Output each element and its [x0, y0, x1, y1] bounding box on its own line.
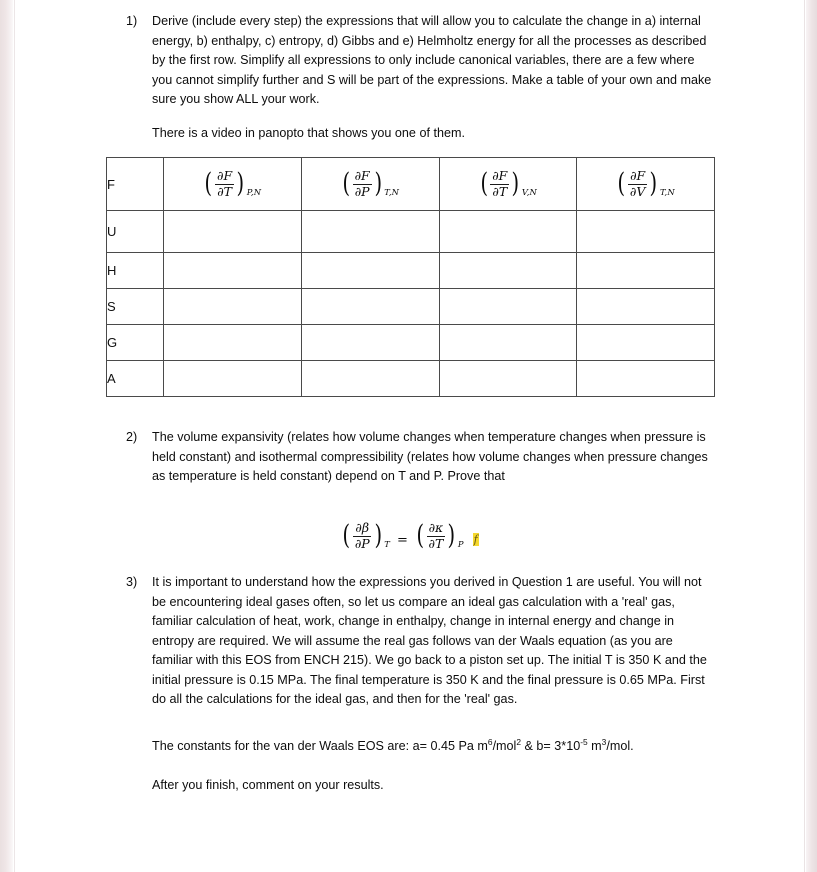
fraction-denominator: ∂T [428, 535, 444, 551]
fraction-numerator: ∂F [492, 168, 508, 183]
answer-cell-G-3[interactable] [439, 325, 577, 361]
question-1-number: 1) [126, 14, 138, 28]
row-label-A: A [107, 361, 164, 397]
subscript: P [457, 538, 464, 549]
table-row-F [107, 158, 715, 211]
van-der-waals-constants-line [152, 737, 732, 757]
table-row-H [107, 253, 715, 289]
answer-cell-S-2[interactable] [301, 289, 439, 325]
row-label-G: G [107, 325, 164, 361]
left-paren: ( [342, 519, 351, 551]
question-2 [126, 428, 714, 487]
fraction-denominator: ∂P [354, 535, 370, 551]
fraction-denominator: ∂P [354, 183, 370, 199]
answer-cell-A-2[interactable] [301, 361, 439, 397]
answer-cell-U-2[interactable] [301, 211, 439, 253]
answer-cell-U-1[interactable] [164, 211, 302, 253]
equation-maxwell-relation [106, 519, 714, 551]
constants-b-exponent: -5 [580, 736, 588, 747]
fraction [214, 170, 235, 198]
constants-a-mol-exponent: 2 [516, 736, 522, 747]
row-label-S: S [107, 289, 164, 325]
left-paren: ( [204, 167, 213, 199]
answer-cell-S-4[interactable] [577, 289, 715, 325]
right-paren: ) [447, 519, 456, 551]
left-paren: ( [342, 167, 351, 199]
question-2-number: 2) [126, 430, 138, 444]
fraction-numerator: ∂F [630, 168, 646, 183]
partial-derivative-kappa-T-P [415, 519, 464, 551]
fraction-denominator: ∂V [629, 183, 646, 199]
partial-derivative-F-V-TN [616, 167, 675, 199]
question-1 [126, 12, 714, 110]
table-row-A [107, 361, 715, 397]
constants-mid: /mol [492, 739, 517, 753]
partial-derivative-beta-P-T [341, 519, 391, 551]
constants-a-volume-exponent: 6 [487, 736, 493, 747]
partial-derivative-F-T-PN [203, 167, 262, 199]
fraction-numerator: ∂β [355, 520, 370, 535]
header-expression-2 [301, 158, 439, 211]
row-label-U: U [107, 211, 164, 253]
answer-cell-A-3[interactable] [439, 361, 577, 397]
equals-sign: = [397, 532, 408, 548]
header-expression-1 [164, 158, 302, 211]
fraction [489, 170, 510, 198]
left-paren: ( [617, 167, 626, 199]
answer-cell-H-3[interactable] [439, 253, 577, 289]
answer-cell-A-1[interactable] [164, 361, 302, 397]
table-row-G [107, 325, 715, 361]
question-2-paragraph: The volume expansivity (relates how volume changes when temperature changes when pressure is held constant) and isothermal compressibility (relates how volume changes when pressure changes as temperature is held constant) depend on T and P. Prove that [152, 430, 708, 483]
right-paren: ) [236, 167, 245, 199]
constants-b-volume-exponent: 3 [601, 736, 607, 747]
constants-amp: & b= 3*10 [521, 739, 581, 753]
question-3-text [152, 573, 714, 710]
derivative-table [106, 157, 715, 397]
header-expression-4 [577, 158, 715, 211]
question-2-text [152, 428, 714, 487]
closing-note: After you finish, comment on your results. [152, 778, 384, 792]
subscript: V,N [521, 186, 538, 197]
answer-cell-U-4[interactable] [577, 211, 715, 253]
left-paren: ( [480, 167, 488, 199]
answer-cell-S-3[interactable] [439, 289, 577, 325]
fraction-numerator: ∂F [217, 168, 233, 183]
subscript: T,N [384, 186, 400, 197]
question-3-paragraph: It is important to understand how the expressions you derived in Question 1 are useful. You will not be encountering ideal gases often, so let us compare an ideal gas calculation with a 'real' gas, familiar calculation of heat, work, change in enthalpy, change in internal energy and change in entropy are required. We will assume the real gas follows van der Waals equation (as you are familiar with this EOS from ENCH 215). We go back to a piston set up. The initial T is 350 K and the initial pressure is 0.15 MPa. The final temperature is 350 K and the final pressure is 0.65 MPa. First do all the calculations for the ideal gas, and then for the 'real' gas. [152, 575, 707, 706]
constants-end: /mol. [606, 739, 634, 753]
table-row-S [107, 289, 715, 325]
right-paren: ) [374, 167, 382, 199]
subscript: P,N [246, 186, 262, 197]
right-paren: ) [649, 167, 658, 199]
right-paren: ) [374, 519, 382, 551]
question-3 [126, 573, 714, 710]
fraction [426, 522, 447, 550]
constants-tail: m [587, 739, 602, 753]
row-label-H: H [107, 253, 164, 289]
question-1-text [152, 12, 714, 110]
partial-derivative-F-P-TN [341, 167, 400, 199]
fraction [352, 170, 373, 198]
question-1-paragraph: Derive (include every step) the expressions that will allow you to calculate the change in a) internal energy, b) enthalpy, c) entropy, d) Gibbs and e) Helmholtz energy for all the processes as described by the first row. Simplify all expressions to only include canonical variables, there are a few where you cannot simplify further and S will be part of the expressions. Make a table of your own and make sure you show ALL your work. [152, 14, 712, 106]
answer-cell-S-1[interactable] [164, 289, 302, 325]
fraction-denominator: ∂T [217, 183, 232, 199]
right-paren: ) [511, 167, 520, 199]
highlight-artifact: f [473, 532, 478, 546]
answer-cell-G-1[interactable] [164, 325, 302, 361]
subscript: T,N [659, 186, 675, 197]
fraction-numerator: ∂κ [428, 520, 444, 535]
answer-cell-G-4[interactable] [577, 325, 715, 361]
question-3-number: 3) [126, 575, 138, 589]
fraction-numerator: ∂F [354, 168, 370, 183]
partial-derivative-F-T-VN [479, 167, 538, 199]
answer-cell-H-1[interactable] [164, 253, 302, 289]
subscript: T [384, 538, 391, 549]
fraction [627, 170, 649, 198]
panopto-note: There is a video in panopto that shows you one of them. [152, 126, 465, 140]
left-paren: ( [416, 519, 425, 551]
answer-cell-U-3[interactable] [439, 211, 577, 253]
constants-lead: The constants for the van der Waals EOS are: a= 0.45 Pa m [152, 739, 488, 753]
fraction-denominator: ∂T [492, 183, 508, 199]
answer-cell-H-4[interactable] [577, 253, 715, 289]
header-expression-3 [439, 158, 577, 211]
row-label-F: F [107, 158, 164, 211]
answer-cell-G-2[interactable] [301, 325, 439, 361]
table-row-U [107, 211, 715, 253]
answer-cell-H-2[interactable] [301, 253, 439, 289]
fraction [352, 522, 373, 550]
answer-cell-A-4[interactable] [577, 361, 715, 397]
